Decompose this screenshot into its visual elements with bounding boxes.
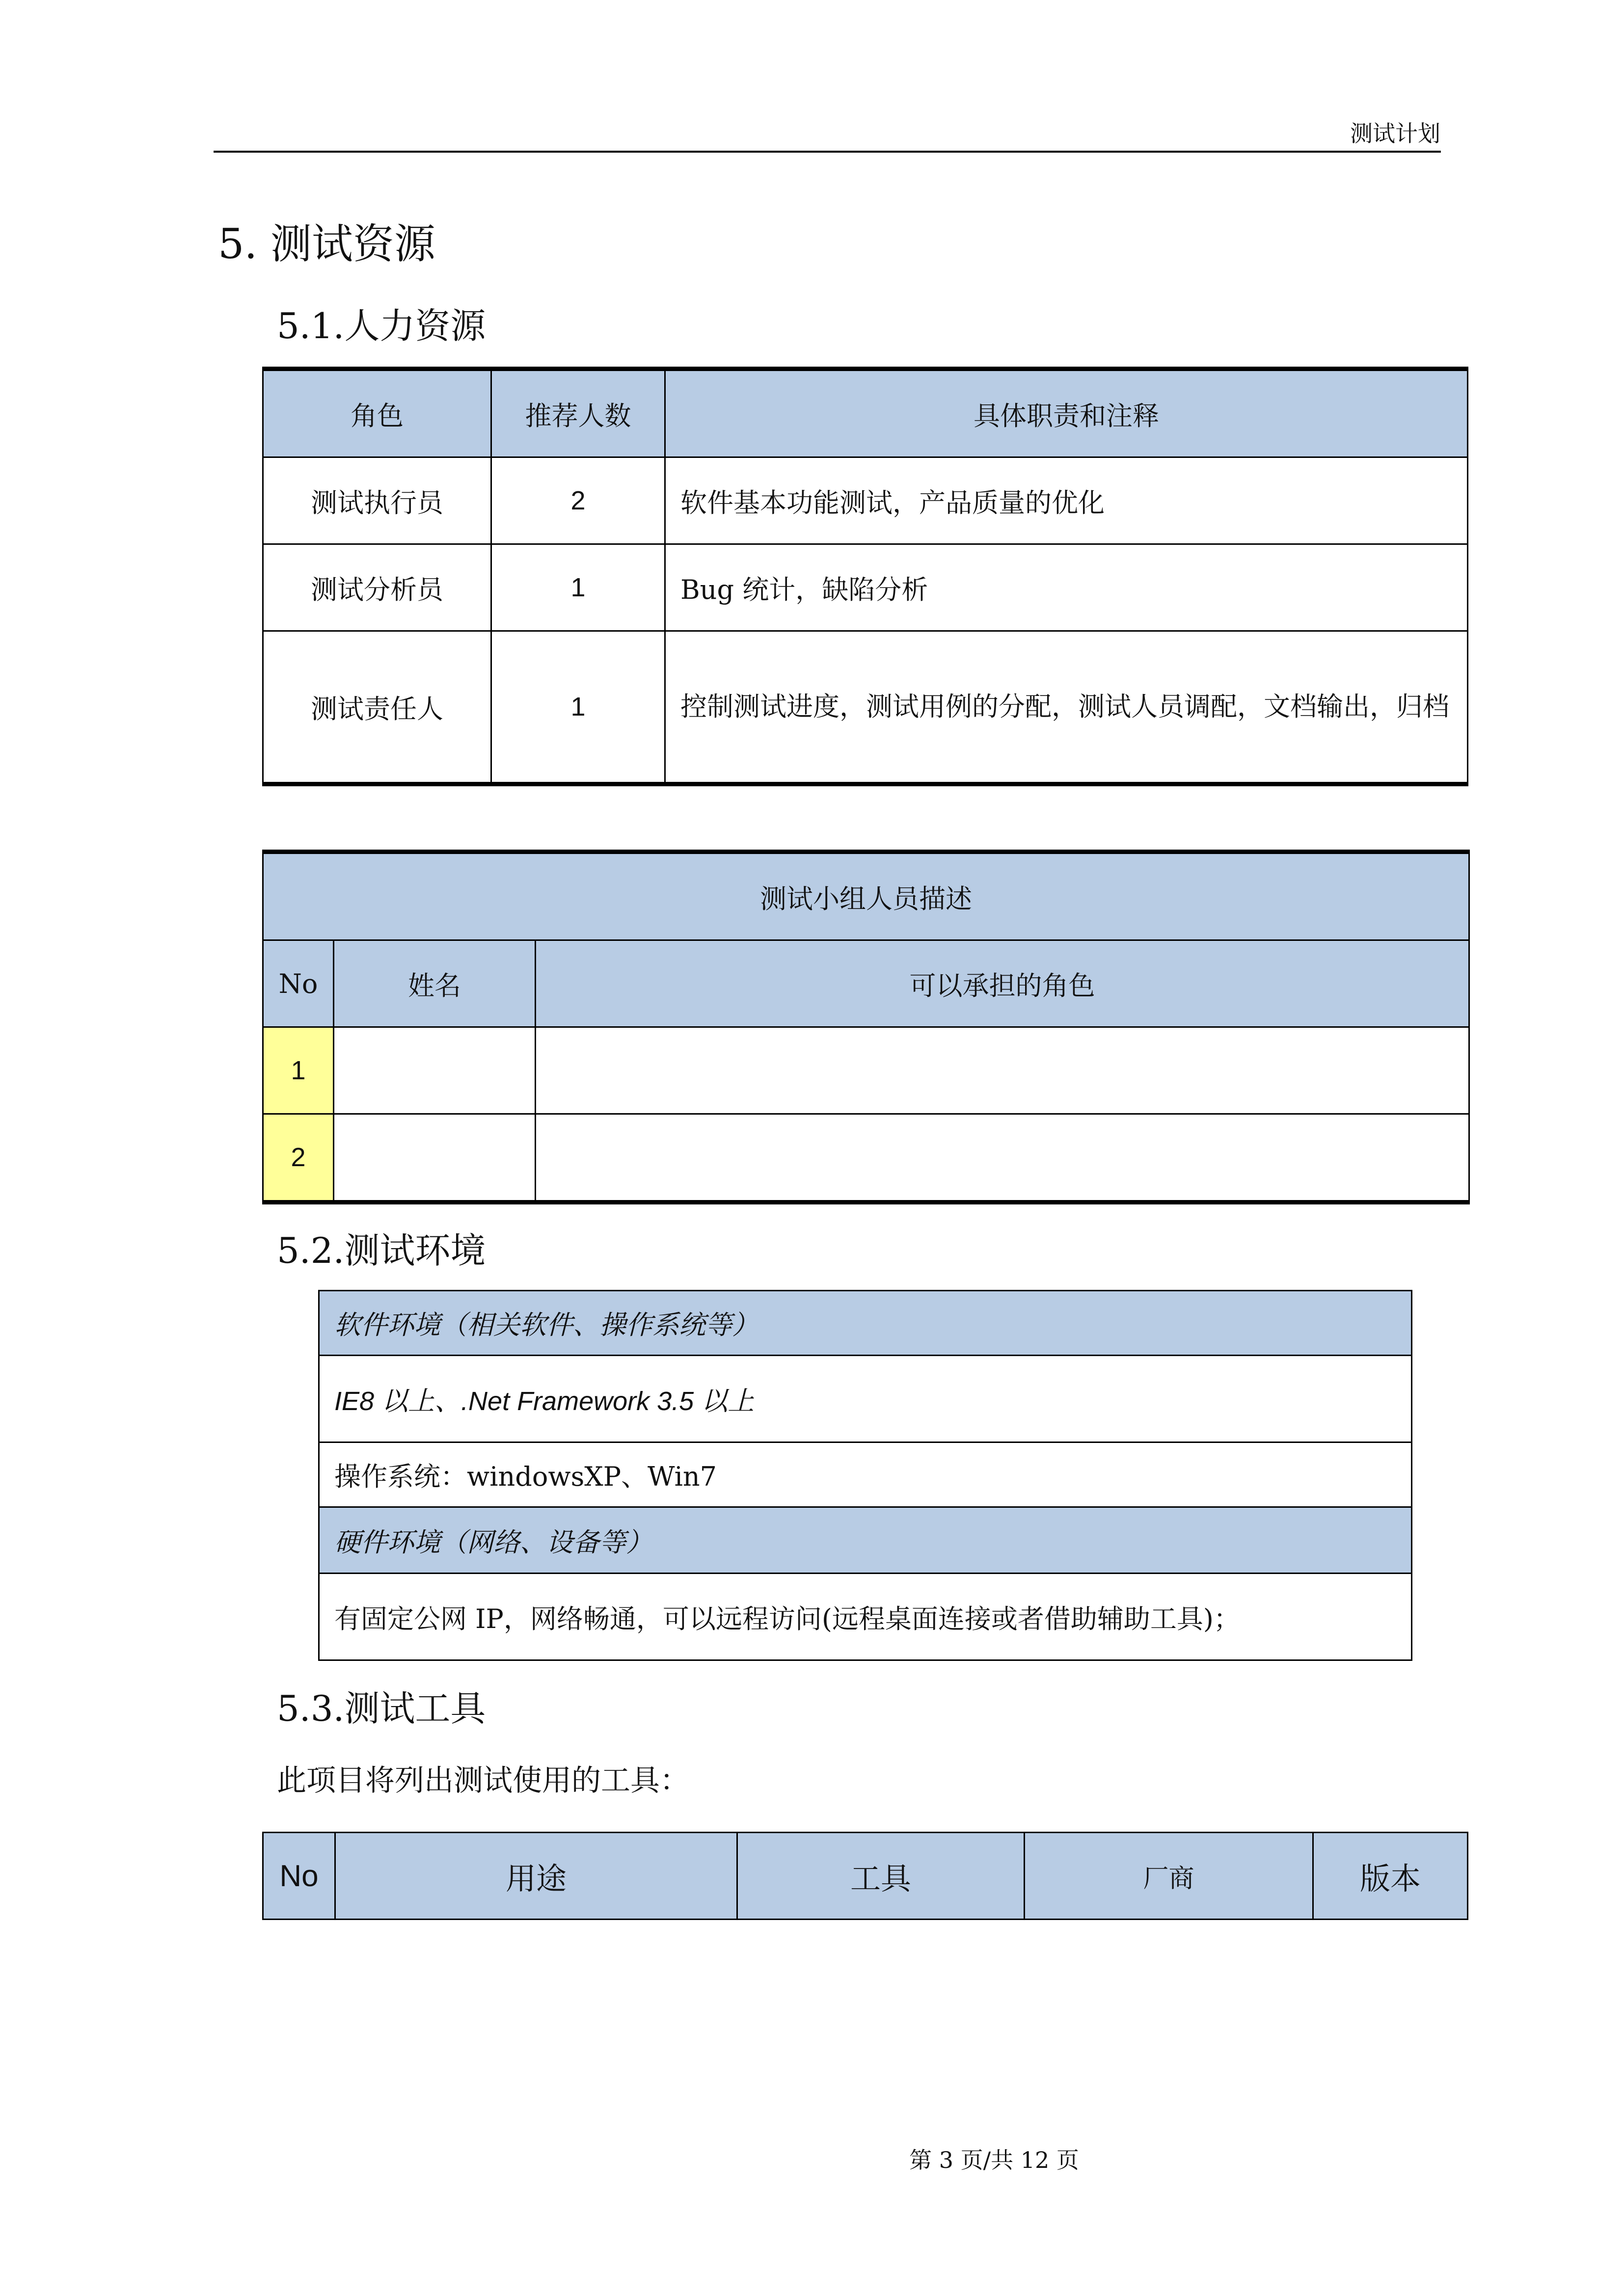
table-row — [263, 1027, 1469, 1114]
duty-cell: 控制测试进度，测试用例的分配，测试人员调配，文档输出，归档 — [665, 631, 1468, 784]
role-cell: 测试分析员 — [263, 544, 491, 631]
table-row — [263, 544, 1468, 631]
role-cell: 测试责任人 — [263, 631, 491, 784]
table-header-row — [263, 369, 1468, 457]
team-members-table — [262, 850, 1470, 1204]
role-cell — [536, 1114, 1469, 1202]
os-env-row: 操作系统：windowsXP、Win7 — [319, 1442, 1412, 1507]
name-cell — [334, 1027, 536, 1114]
team-table-title: 测试小组人员描述 — [263, 852, 1469, 940]
count-cell: 1 — [491, 544, 665, 631]
table-header-row — [263, 940, 1469, 1027]
tools-table — [262, 1832, 1468, 1920]
table-row — [263, 631, 1468, 784]
header-cell: 推荐人数 — [491, 369, 665, 457]
section-title: 5. 测试资源 — [218, 220, 435, 268]
header-cell: 版本 — [1313, 1833, 1468, 1920]
header-cell: 可以承担的角色 — [536, 940, 1469, 1027]
human-resources-table — [262, 367, 1468, 786]
hardware-env-header: 硬件环境（网络、设备等） — [319, 1507, 1412, 1574]
software-env-row: IE8 以上、.Net Framework 3.5 以上 — [319, 1356, 1412, 1442]
table-row — [263, 1114, 1469, 1202]
header-cell: No — [263, 1833, 335, 1920]
header-divider — [214, 151, 1441, 153]
header-cell: 厂商 — [1025, 1833, 1313, 1920]
subsection-title-5-2: 5.2.测试环境 — [277, 1230, 486, 1271]
name-cell — [334, 1114, 536, 1202]
role-cell — [536, 1027, 1469, 1114]
no-cell: 2 — [263, 1114, 334, 1202]
environment-table — [318, 1290, 1412, 1661]
count-cell: 2 — [491, 457, 665, 544]
header-cell: 工具 — [737, 1833, 1025, 1920]
header-cell: 角色 — [263, 369, 491, 457]
page-footer: 第 3 页/共 12 页 — [909, 2147, 1079, 2173]
subsection-title-5-3: 5.3.测试工具 — [277, 1688, 486, 1729]
no-cell: 1 — [263, 1027, 334, 1114]
hardware-env-row: 有固定公网 IP，网络畅通，可以远程访问(远程桌面连接或者借助辅助工具)； — [319, 1574, 1412, 1660]
count-cell: 1 — [491, 631, 665, 784]
duty-cell: 软件基本功能测试，产品质量的优化 — [665, 457, 1468, 544]
table-row — [263, 457, 1468, 544]
table-header-row — [263, 1833, 1468, 1920]
header-cell: 具体职责和注释 — [665, 369, 1468, 457]
tools-intro: 此项目将列出测试使用的工具： — [277, 1763, 689, 1798]
header-title: 测试计划 — [1350, 120, 1440, 147]
subsection-title-5-1: 5.1.人力资源 — [277, 305, 486, 347]
header-cell: 用途 — [335, 1833, 737, 1920]
role-cell: 测试执行员 — [263, 457, 491, 544]
header-cell: No — [263, 940, 334, 1027]
software-env-header: 软件环境（相关软件、操作系统等） — [319, 1291, 1412, 1356]
duty-cell: Bug 统计，缺陷分析 — [665, 544, 1468, 631]
header-cell: 姓名 — [334, 940, 536, 1027]
